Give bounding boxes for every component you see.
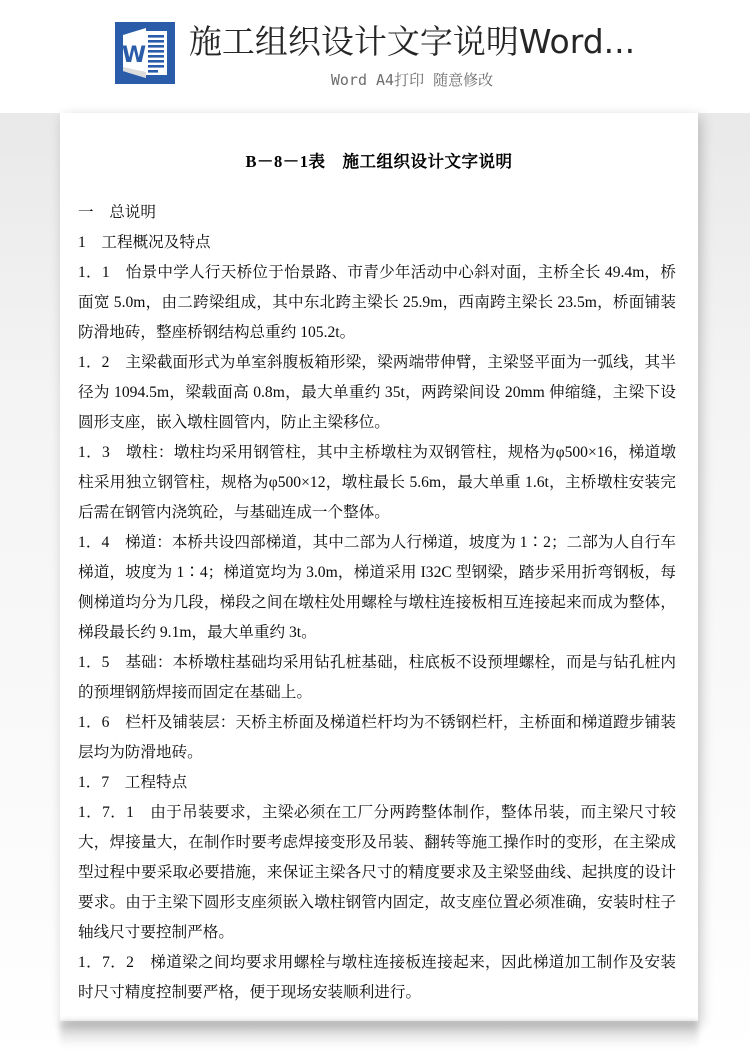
- word-document-icon: [115, 22, 175, 84]
- paragraph: 一 总说明: [78, 204, 156, 221]
- page-subtitle: Word A4打印 随意修改: [330, 71, 494, 89]
- paragraph: 1．5 基础：本桥墩柱基础均采用钻孔桩基础，柱底板不设预埋螺栓，而是与钻孔桩内的预埋钢筋焊接而固定在基础上。: [78, 654, 676, 701]
- paragraph: 1．6 栏杆及铺装层：天桥主桥面及梯道栏杆均为不锈钢栏杆，主桥面和梯道蹬步铺装层均为防滑地砖。: [78, 714, 676, 761]
- paragraph: 1．3 墩柱：墩柱均采用钢管柱，其中主桥墩柱为双钢管柱，规格为φ500×16，梯道墩柱采用独立钢管柱，规格为φ500×12，墩柱最长 5.6m，最大单重 1.6t，主桥墩柱安装完后需在钢管内浇筑砼，与基础连成一个整体。: [78, 444, 676, 521]
- document-page: [60, 113, 698, 1021]
- svg-text:W: W: [121, 43, 146, 68]
- page-title: 施工组织设计文字说明Word...: [188, 22, 636, 61]
- document-viewer: [0, 113, 750, 1060]
- paragraph: 1 工程概况及特点: [78, 234, 211, 251]
- document-title: B－8－1表 施工组织设计文字说明: [245, 152, 513, 171]
- paragraph: 1．2 主梁截面形式为单室斜腹板箱形梁，梁两端带伸臂，主梁竖平面为一弧线，其半径为 1094.5m，梁载面高 0.8m，最大单重约 35t，两跨梁间设 20mm 伸缩缝，主梁下设圆形支座，嵌入墩柱圆管内，防止主梁移位。: [78, 354, 676, 431]
- page-header: [0, 0, 750, 113]
- paragraph: 1．7．2 梯道梁之间均要求用螺栓与墩柱连接板连接起来，因此梯道加工制作及安装时尺寸精度控制要严格，便于现场安装顺利进行。: [78, 954, 676, 1001]
- paragraph: 1．4 梯道：本桥共设四部梯道，其中二部为人行梯道，坡度为 1∶2；二部为人自行车梯道，坡度为 1∶4；梯道宽均为 3.0m，梯道采用 I32C 型钢梁，踏步采用折弯钢板，每侧梯道均分为几段，梯段之间在墩柱处用螺栓与墩柱连接板相互连接起来而成为整体，梯段最长约 9.1m，最大单重约 3t。: [78, 534, 676, 641]
- header-text-block: [189, 22, 635, 91]
- paragraph: 1．1 怡景中学人行天桥位于怡景路、市青少年活动中心斜对面，主桥全长 49.4m，桥面宽 5.0m，由二跨梁组成，其中东北跨主梁长 25.9m，西南跨主梁长 23.5m，桥面铺装防滑地砖，整座桥钢结构总重约 105.2t。: [78, 264, 676, 341]
- header-inner: [0, 0, 750, 91]
- paragraph: 1．7 工程特点: [78, 774, 188, 791]
- page-bottom-shadow: [60, 1021, 698, 1047]
- document-body: [60, 198, 698, 1008]
- paragraph: 1．7．1 由于吊装要求，主梁必须在工厂分两跨整体制作，整体吊装，而主梁尺寸较大，焊接量大，在制作时要考虑焊接变形及吊装、翻转等施工操作时的变形，在主梁成型过程中要采取必要措施，来保证主梁各尺寸的精度要求及主梁竖曲线、起拱度的设计要求。由于主梁下圆形支座须嵌入墩柱钢管内固定，故支座位置必须准确，安装时柱子轴线尺寸要控制严格。: [78, 804, 676, 941]
